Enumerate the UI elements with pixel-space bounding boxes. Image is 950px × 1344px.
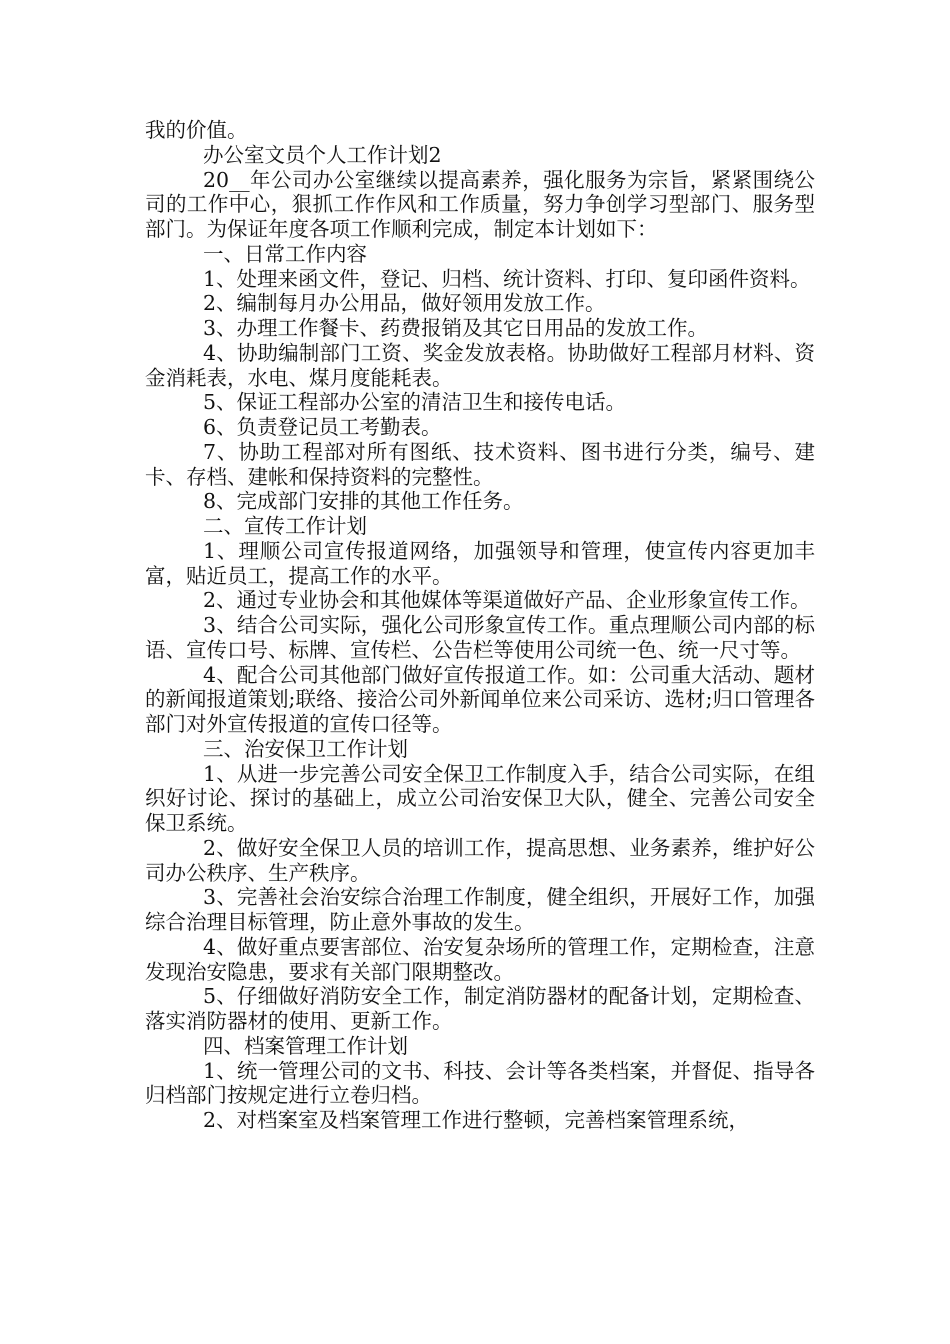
paragraph: 3、办理工作餐卡、药费报销及其它日用品的发放工作。 bbox=[203, 316, 709, 340]
paragraph: 1、从进一步完善公司安全保卫工作制度入手，结合公司实际，在组织好讨论、探讨的基础上，成立公司治安保卫大队，健全、完善公司安全保卫系统。 bbox=[145, 761, 815, 835]
paragraph: 一、日常工作内容 bbox=[203, 241, 367, 266]
paragraph: 我的价值。 bbox=[145, 118, 248, 142]
paragraph: 2、对档案室及档案管理工作进行整顿，完善档案管理系统， bbox=[203, 1108, 750, 1132]
paragraph: 1、处理来函文件，登记、归档、统计资料、打印、复印函件资料。 bbox=[203, 266, 811, 291]
paragraph: 4、配合公司其他部门做好宣传报道工作。如：公司重大活动、题材的新闻报道策划;联络、接洽公司外新闻单位来公司采访、选材;归口管理各部门对外宣传报道的宣传口径等。 bbox=[145, 662, 815, 736]
paragraph: 6、负责登记员工考勤表。 bbox=[203, 415, 442, 439]
paragraph: 4、协助编制部门工资、奖金发放表格。协助做好工程部月材料、资金消耗表，水电、煤月度能耗表。 bbox=[145, 340, 815, 390]
paragraph: 7、协助工程部对所有图纸、技术资料、图书进行分类，编号、建卡、存档、建帐和保持资料的完整性。 bbox=[145, 439, 815, 489]
paragraph: 二、宣传工作计划 bbox=[203, 514, 367, 538]
paragraph: 4、做好重点要害部位、治安复杂场所的管理工作，定期检查，注意发现治安隐患，要求有关部门限期整改。 bbox=[145, 934, 815, 984]
paragraph: 四、档案管理工作计划 bbox=[203, 1033, 408, 1058]
paragraph: 2、通过专业协会和其他媒体等渠道做好产品、企业形象宣传工作。 bbox=[203, 588, 811, 613]
paragraph: 2、做好安全保卫人员的培训工作，提高思想、业务素养，维护好公司办公秩序、生产秩序。 bbox=[145, 835, 815, 885]
paragraph: 5、仔细做好消防安全工作，制定消防器材的配备计划，定期检查、落实消防器材的使用、更新工作。 bbox=[145, 984, 815, 1033]
paragraph: 3、完善社会治安综合治理工作制度，健全组织，开展好工作，加强综合治理目标管理，防止意外事故的发生。 bbox=[145, 885, 815, 934]
paragraph: 2、编制每月办公用品，做好领用发放工作。 bbox=[203, 291, 606, 316]
document-page bbox=[145, 118, 815, 1133]
paragraph: 5、保证工程部办公室的清洁卫生和接传电话。 bbox=[203, 390, 627, 415]
paragraph: 20__年公司办公室继续以提高素养，强化服务为宗旨，紧紧围绕公司的工作中心，狠抓工作作风和工作质量，努力争创学习型部门、服务型部门。为保证年度各项工作顺利完成，制定本计划如下： bbox=[145, 167, 815, 241]
paragraph: 1、统一管理公司的文书、科技、会计等各类档案，并督促、指导各归档部门按规定进行立卷归档。 bbox=[145, 1058, 815, 1108]
paragraph: 三、治安保卫工作计划 bbox=[203, 736, 408, 761]
document-heading: 办公室文员个人工作计划2 bbox=[203, 142, 442, 167]
paragraph: 1、理顺公司宣传报道网络，加强领导和管理，使宣传内容更加丰富，贴近员工，提高工作的水平。 bbox=[145, 538, 815, 588]
paragraph: 3、结合公司实际，强化公司形象宣传工作。重点理顺公司内部的标语、宣传口号、标牌、宣传栏、公告栏等使用公司统一色、统一尺寸等。 bbox=[145, 613, 815, 662]
paragraph: 8、完成部门安排的其他工作任务。 bbox=[203, 489, 524, 514]
